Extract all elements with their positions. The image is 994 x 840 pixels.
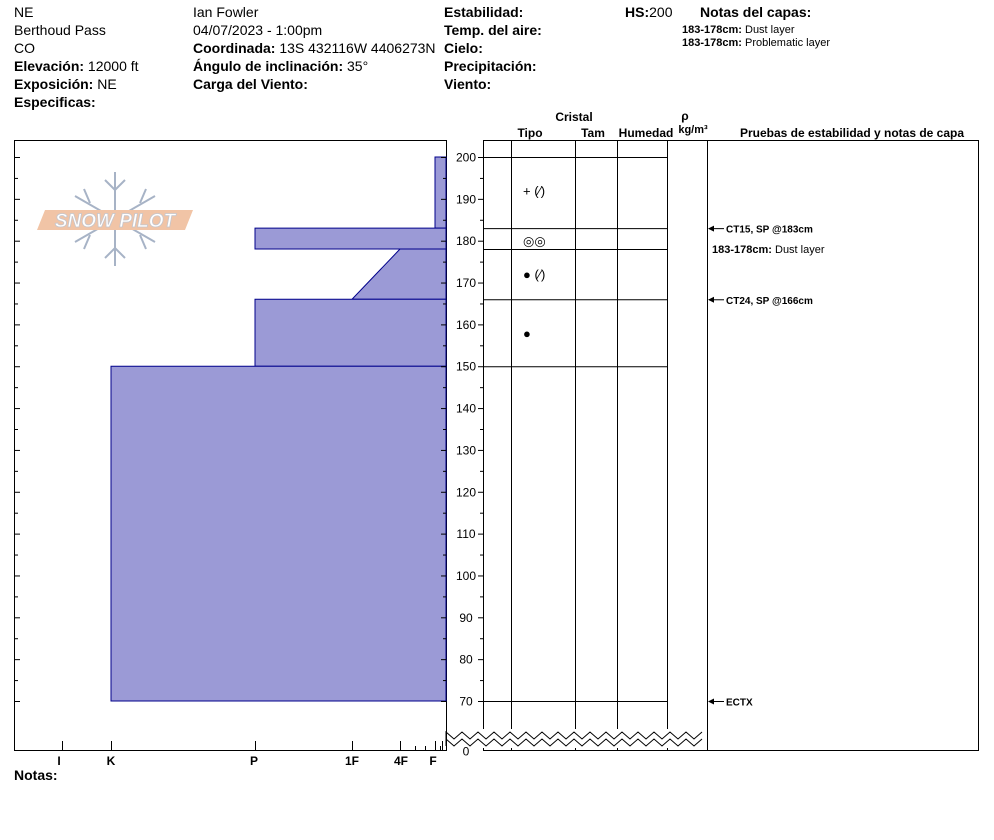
coordinate-value: 13S 432116W 4406273N (279, 40, 436, 56)
layer-note-1-text: Dust layer (745, 24, 795, 36)
stability-label: Estabilidad: (444, 4, 524, 20)
location-text: Berthoud Pass (14, 22, 106, 38)
hs-value: 200 (649, 4, 673, 20)
aspect-text: NE (14, 4, 34, 20)
test-pointer-arrow (708, 297, 714, 303)
hardness-layer-3 (352, 249, 446, 299)
depth-tick-label: 200 (455, 150, 477, 165)
depth-tick-label: 70 (459, 694, 473, 709)
grain-symbols (523, 183, 546, 340)
air-temp-label: Temp. del aire: (444, 22, 542, 38)
grain-symbol: + (⁄) (523, 183, 546, 199)
depth-tick-label: 170 (455, 276, 477, 291)
slope-value: 35° (347, 58, 369, 74)
specifics-label: Especificas: (14, 94, 96, 110)
depth-tick-label: 110 (456, 527, 476, 542)
stability-tests (708, 225, 825, 709)
grain-symbol: ● (523, 325, 531, 341)
hardness-layer-4 (255, 299, 446, 366)
hardness-profile (111, 157, 446, 701)
elevation-value: 12000 ft (87, 58, 139, 74)
wind-label: Viento: (444, 76, 492, 92)
col-density-unit: kg/m³ (678, 124, 708, 136)
hardness-tick-label: 4F (393, 754, 409, 768)
depth-tick-label: 130 (455, 443, 477, 458)
hardness-layer-1 (435, 157, 446, 228)
exposure-value: NE (97, 76, 117, 92)
depth-tick-label: 140 (455, 401, 477, 416)
snowpilot-logo (37, 172, 193, 266)
hardness-tick-label: P (249, 754, 259, 768)
depth-tick-label: 190 (455, 192, 477, 207)
layer-grid (446, 140, 708, 751)
hardness-axis (57, 741, 442, 768)
col-size-header: Tam (581, 126, 605, 140)
coordinate-label: Coordinada: (193, 40, 276, 56)
layer-note-2-range: 183-178cm: (682, 37, 742, 49)
grain-symbol: ◎◎ (523, 233, 546, 249)
elevation-label: Elevación: (14, 58, 85, 74)
depth-tick-label: 120 (455, 485, 477, 500)
layer-note-1-range: 183-178cm: (682, 24, 742, 36)
col-rho-header: ρ (681, 109, 689, 123)
slope-label: Ángulo de inclinación: (193, 58, 344, 74)
col-crystal-header: Cristal (555, 110, 593, 124)
depth-tick-label: 90 (459, 610, 473, 625)
hs-label: HS: (625, 4, 650, 20)
col-tests-header: Pruebas de estabilidad y notas de capa (739, 126, 965, 140)
sky-label: Cielo: (444, 40, 483, 56)
col-moisture-header: Humedad (618, 126, 674, 140)
test-pointer-arrow (708, 226, 714, 232)
stability-test-label: ECTX (726, 697, 753, 709)
notes-label: Notas: (14, 767, 58, 783)
precip-label: Precipitación: (444, 58, 537, 74)
datetime-text: 04/07/2023 - 1:00pm (193, 22, 323, 38)
depth-tick-label: 180 (455, 234, 477, 249)
depth-tick-label: 160 (455, 317, 477, 332)
hardness-tick-label: 1F (344, 754, 360, 768)
stability-test-label: CT24, SP @166cm (726, 295, 813, 307)
layer-comment-range: 183-178cm: (712, 244, 775, 257)
exposure-label: Exposición: (14, 76, 94, 92)
hardness-tick-label: K (106, 754, 116, 768)
hardness-tick-label: F (429, 754, 437, 768)
hardness-layer-5 (111, 366, 446, 701)
hardness-tick-label: I (57, 754, 61, 768)
grain-symbol: ● (⁄) (523, 267, 546, 283)
layer-comment-text: Dust layer (775, 244, 825, 257)
logo-text: SNOW PILOT (54, 211, 176, 232)
wind-loading-label: Carga del Viento: (193, 76, 308, 92)
col-type-header: Tipo (517, 126, 543, 140)
hardness-layer-2 (255, 228, 446, 249)
depth-tick-label: 0 (462, 744, 470, 759)
layer-note-2-text: Problematic layer (745, 37, 830, 49)
depth-tick-label: 80 (459, 652, 473, 667)
layer-comment (712, 244, 825, 256)
stability-test-label: CT15, SP @183cm (726, 224, 813, 236)
layer-notes-title: Notas del capas: (700, 4, 812, 20)
observer-text: Ian Fowler (193, 4, 259, 20)
state-text: CO (14, 40, 35, 56)
test-pointer-arrow (708, 699, 714, 705)
depth-tick-label: 100 (455, 568, 477, 583)
depth-tick-label: 150 (455, 359, 477, 374)
